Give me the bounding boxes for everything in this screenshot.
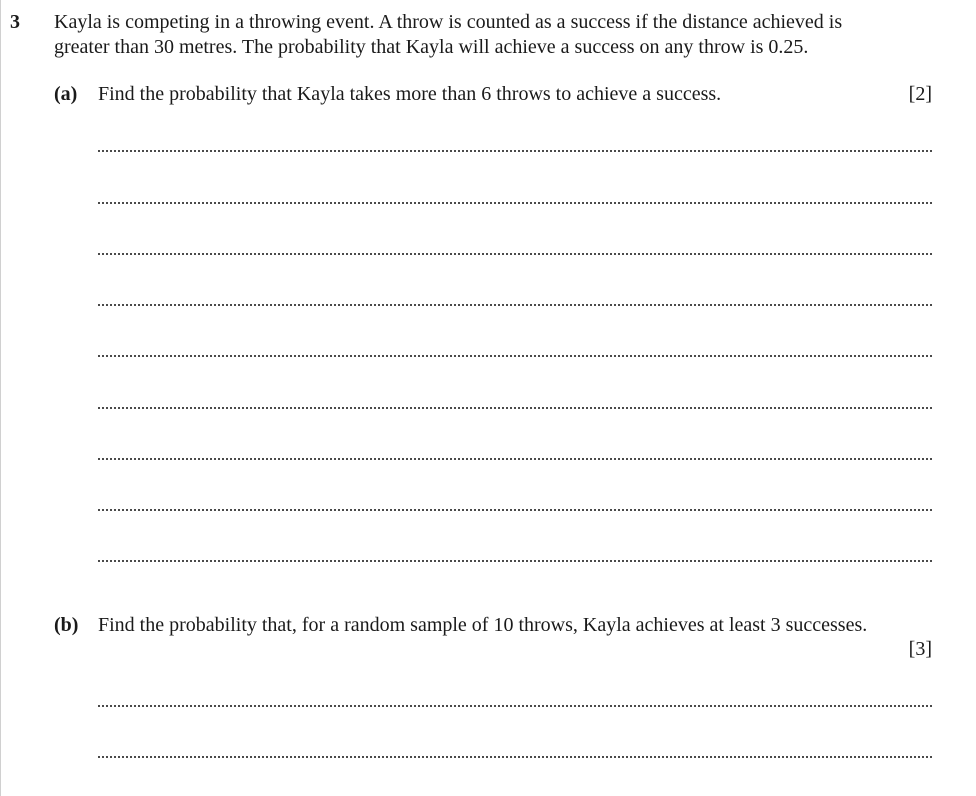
part-a-text: Find the probability that Kayla takes more than 6 throws to achieve a success. [98, 83, 722, 105]
answer-line[interactable] [98, 705, 932, 707]
answer-line[interactable] [98, 560, 932, 562]
part-a-label: (a) [54, 83, 78, 105]
page-edge [0, 0, 1, 796]
answer-line[interactable] [98, 756, 932, 758]
answer-line[interactable] [98, 304, 932, 306]
question-stem-line-2: greater than 30 metres. The probability that Kayla will achieve a success on any throw is 0.25. [54, 36, 809, 58]
answer-line[interactable] [98, 202, 932, 204]
part-b-marks: [3] [908, 638, 932, 660]
question-stem-line-1: Kayla is competing in a throwing event. A throw is counted as a success if the distance achieved is [54, 11, 843, 33]
answer-line[interactable] [98, 253, 932, 255]
question-number: 3 [10, 11, 20, 33]
part-b-text: Find the probability that, for a random sample of 10 throws, Kayla achieves at least 3 successes. [98, 614, 868, 636]
answer-line[interactable] [98, 407, 932, 409]
question-stem [54, 10, 934, 60]
answer-line[interactable] [98, 355, 932, 357]
answer-line[interactable] [98, 509, 932, 511]
part-a-marks: [2] [908, 83, 932, 105]
answer-line[interactable] [98, 150, 932, 152]
part-b-label: (b) [54, 614, 79, 636]
answer-line[interactable] [98, 458, 932, 460]
